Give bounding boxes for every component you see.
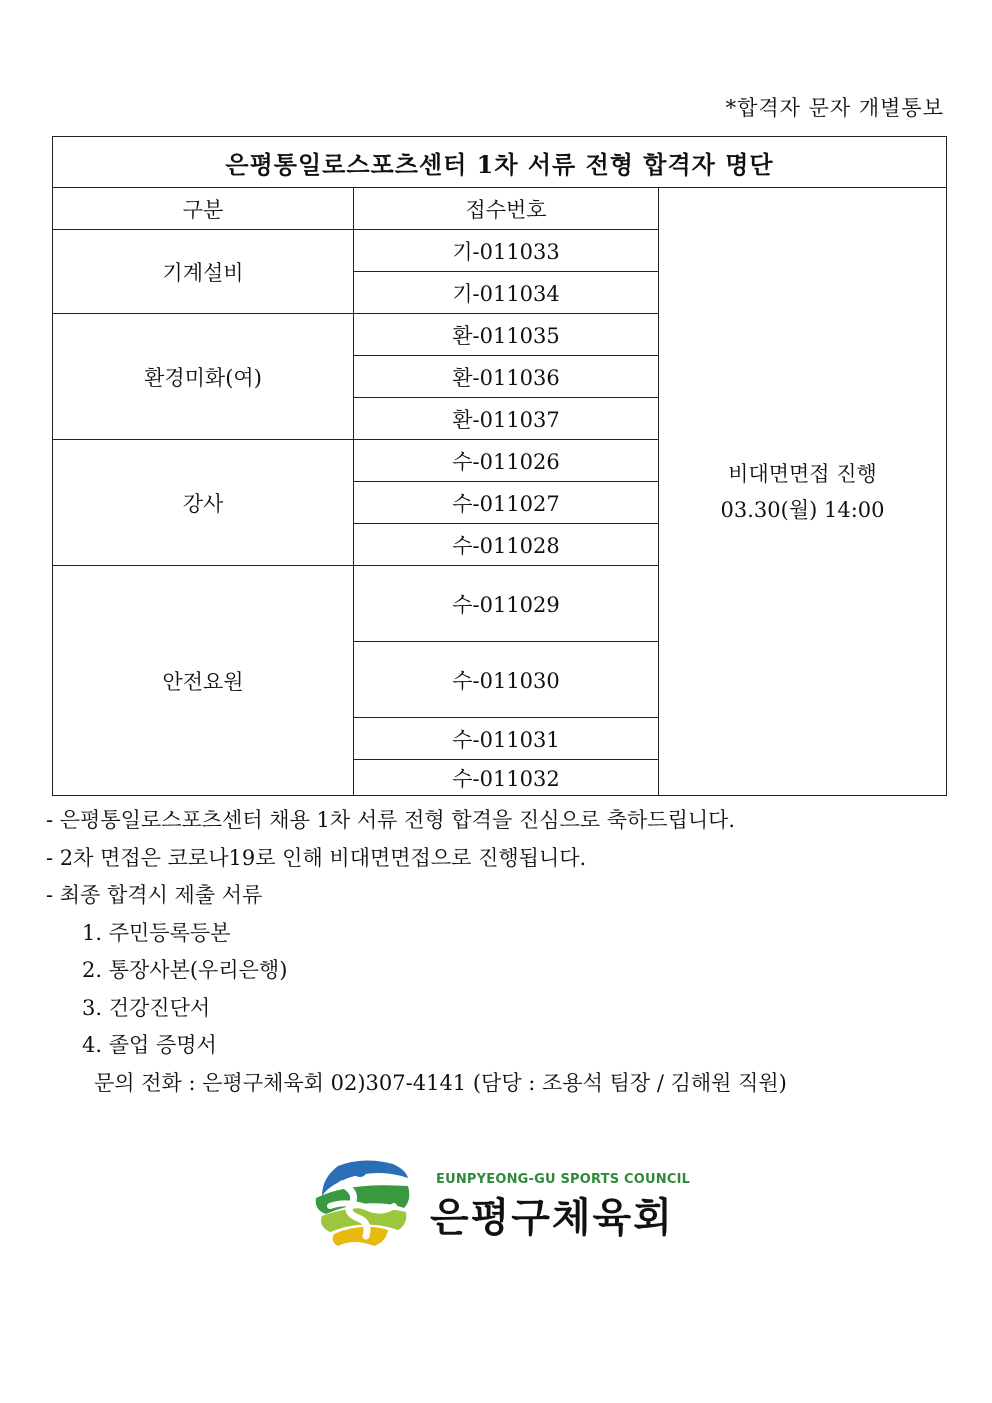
application-number: 환-011035 <box>354 314 659 356</box>
header-category: 구분 <box>53 188 354 230</box>
passers-table <box>52 136 947 796</box>
document-item: 3. 건강진단서 <box>82 995 211 1020</box>
application-number: 수-011027 <box>354 482 659 524</box>
notice-text: *합격자 문자 개별통보 <box>725 96 944 120</box>
document-item: 4. 졸업 증명서 <box>82 1033 217 1057</box>
application-number: 수-011030 <box>354 642 659 718</box>
interview-method: 비대면면접 진행 <box>728 461 877 486</box>
interview-cell <box>659 188 947 796</box>
category-cell: 강사 <box>53 440 354 566</box>
document-item: 1. 주민등록등본 <box>82 920 231 945</box>
logo-english-name: EUNPYEONG-GU SPORTS COUNCIL <box>436 1172 691 1187</box>
application-number: 수-011028 <box>354 524 659 566</box>
application-number: 수-011026 <box>354 440 659 482</box>
council-emblem-icon <box>308 1156 418 1248</box>
council-logo <box>308 1156 691 1248</box>
category-cell: 안전요원 <box>53 566 354 796</box>
documents-heading: - 최종 합격시 제출 서류 <box>46 883 263 907</box>
application-number: 수-011031 <box>354 718 659 760</box>
application-number: 기-011033 <box>354 230 659 272</box>
document-item: 2. 통장사본(우리은행) <box>82 958 288 982</box>
table-title: 은평통일로스포츠센터 1차 서류 전형 합격자 명단 <box>53 137 947 188</box>
congrats-line: - 은평통일로스포츠센터 채용 1차 서류 전형 합격을 진심으로 축하드립니다. <box>46 808 736 832</box>
application-number: 환-011037 <box>354 398 659 440</box>
logo-korean-name: 은평구체육회 <box>430 1195 674 1241</box>
interview-datetime: 03.30(월) 14:00 <box>720 497 885 522</box>
application-number: 수-011032 <box>354 760 659 796</box>
contact-line: 문의 전화 : 은평구체육회 02)307-4141 (담당 : 조용석 팀장 / 김해원 직원) <box>94 1070 787 1095</box>
application-number: 환-011036 <box>354 356 659 398</box>
interview-info-line: - 2차 면접은 코로나19로 인해 비대면면접으로 진행됩니다. <box>46 845 587 870</box>
category-cell: 기계설비 <box>53 230 354 314</box>
category-cell: 환경미화(여) <box>53 314 354 440</box>
application-number: 수-011029 <box>354 566 659 642</box>
notes-section <box>46 802 787 1102</box>
application-number: 기-011034 <box>354 272 659 314</box>
header-number: 접수번호 <box>354 188 659 230</box>
